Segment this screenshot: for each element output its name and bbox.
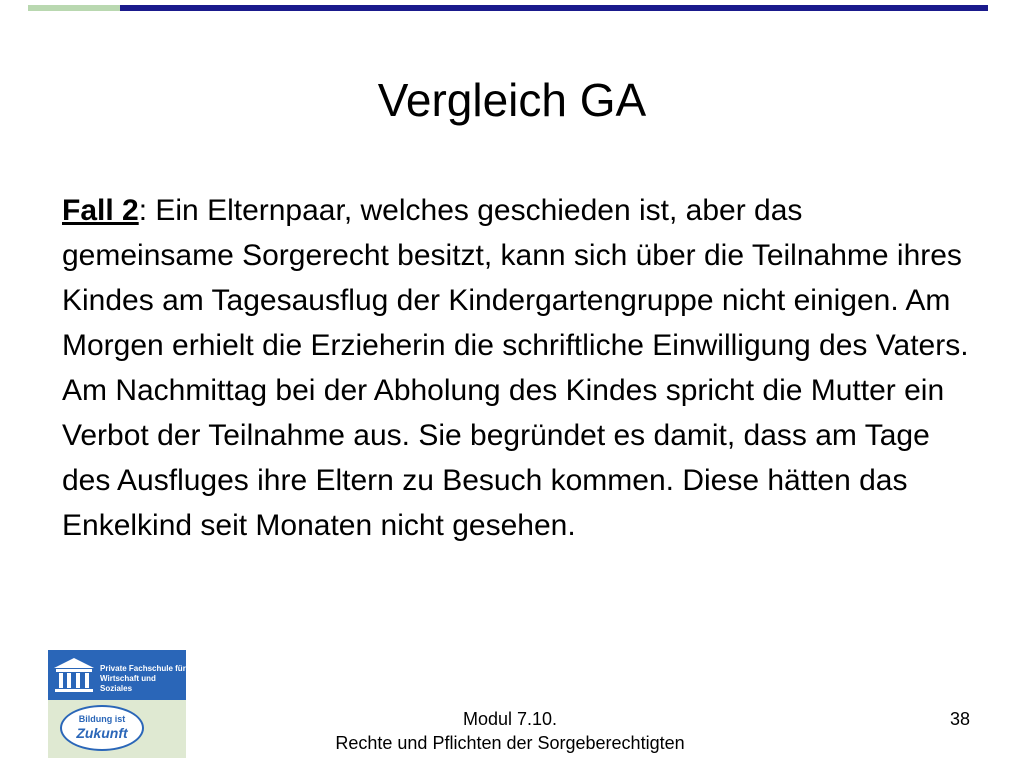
- logo-slogan-line-1: Bildung ist: [78, 714, 126, 724]
- logo-school-line-1: Private Fachschule für: [100, 664, 186, 673]
- top-accent-bar-blue: [120, 5, 988, 11]
- case-description: [62, 188, 982, 548]
- footer-module: Modul 7.10.: [462, 709, 558, 729]
- logo-school-line-2: Wirtschaft und Soziales: [100, 674, 156, 693]
- school-logo: [48, 650, 186, 758]
- top-accent-bar-green: [28, 5, 120, 11]
- page-number: 38: [949, 709, 970, 729]
- logo-slogan-badge: [60, 705, 144, 751]
- logo-slogan-line-2: Zukunft: [76, 725, 128, 741]
- building-icon: [52, 656, 96, 694]
- logo-school-name: [100, 664, 186, 694]
- footer-subtitle: Rechte und Pflichten der Sorgeberechtigten: [335, 733, 685, 753]
- footer-text: [330, 707, 690, 755]
- case-label: Fall 2: [62, 194, 139, 227]
- slide-title: Vergleich GA: [377, 74, 647, 126]
- logo-banner: [48, 650, 186, 700]
- case-text: : Ein Elternpaar, welches geschieden ist, aber das gemeinsame Sorgerecht besitzt, kann sich über die Teilnahme ihres Kindes am Tagesausflug der Kindergartengruppe nicht einigen. Am Morgen erhielt die Erzieherin die schriftliche Einwilligung des Vaters. Am Nachmittag bei der Abholung des Kindes spricht die Mutter ein Verbot der Teilnahme aus. Sie begründet es damit, dass am Tage des Ausfluges ihre Eltern zu Besuch kommen. Diese hätten das Enkelkind seit Monaten nicht gesehen.: [62, 194, 969, 542]
